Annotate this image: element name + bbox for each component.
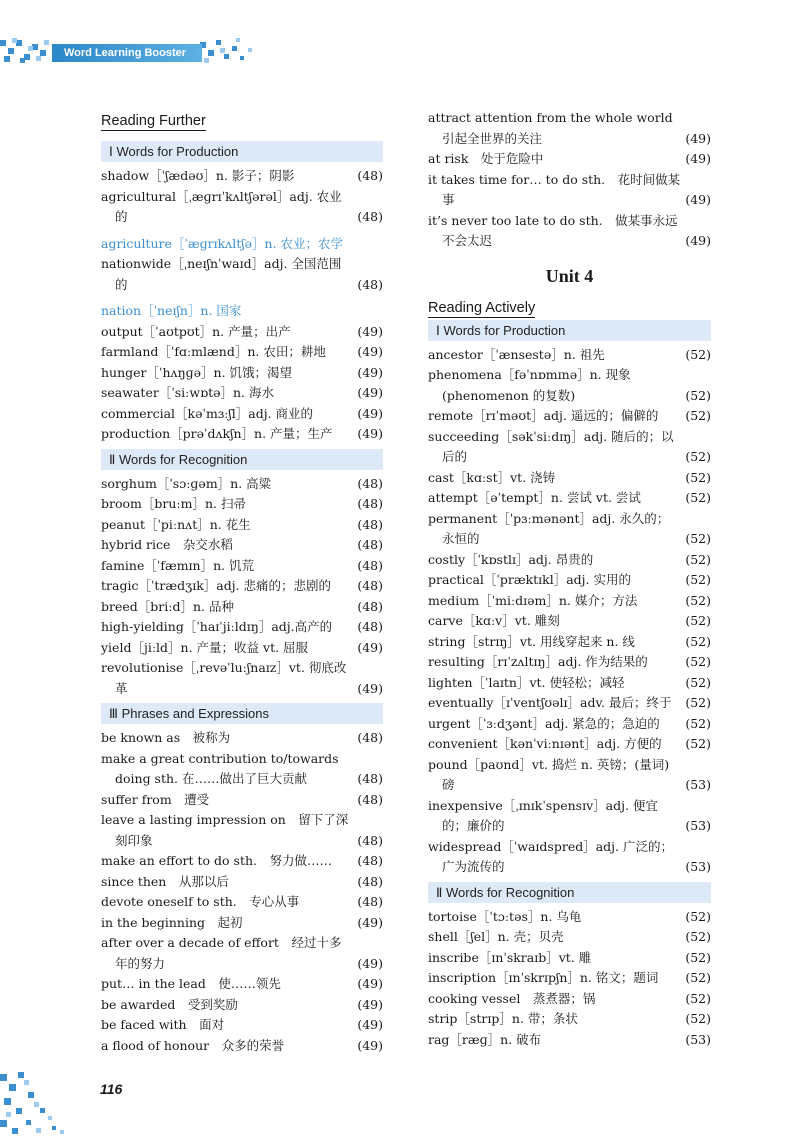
page-number: 116 — [100, 1081, 123, 1097]
entry-text: broom［bruːm］n. 扫帚 — [101, 496, 246, 511]
entry-text: nationwide［ˌneɪʃnˈwaɪd］adj. 全国范围的 — [101, 256, 342, 292]
entry-text: put… in the lead 使……领先 — [101, 976, 281, 991]
entry-text: resulting［rɪˈzʌltɪŋ］adj. 作为结果的 — [428, 654, 648, 669]
entry-page-ref: (53) — [685, 777, 711, 792]
footer-mosaic-decoration — [0, 1068, 90, 1138]
entry-text: tragic［ˈtrædʒɪk］adj. 悲痛的；悲剧的 — [101, 578, 332, 593]
entry-text: commercial［kəˈmɜːʃl］adj. 商业的 — [101, 405, 314, 421]
entry-text: breed［briːd］n. 品种 — [101, 598, 234, 614]
entry-page-ref: (52) — [685, 674, 711, 690]
entry-page-ref: (52) — [685, 1011, 711, 1026]
entry-text: leave a lasting impression on 留下了深刻印象 — [101, 812, 349, 848]
vocab-entry — [428, 211, 711, 252]
entry-page-ref: (49) — [357, 426, 383, 441]
entry-page-ref: (52) — [685, 346, 711, 362]
entry-page-ref: (52) — [685, 490, 711, 505]
entry-text: be awarded 受到奖励 — [101, 996, 238, 1012]
entry-text: after over a decade of effort 经过十多年的努力 — [101, 935, 342, 971]
entry-page-ref: (49) — [357, 344, 383, 359]
entry-text: revolutionise［ˌrevəˈluːʃnaɪz］vt. 彻底改革 — [101, 660, 347, 696]
vocab-entry — [428, 989, 711, 1010]
entry-text: permanent［ˈpɜːmənənt］adj. 永久的；永恒的 — [428, 510, 670, 546]
entry-text: costly［ˈkɒstlɪ］adj. 昂贵的 — [428, 551, 594, 567]
entry-text: famine［ˈfæmɪn］n. 饥荒 — [101, 557, 255, 573]
entry-text: in the beginning 起初 — [101, 914, 243, 930]
vocab-entry — [101, 658, 383, 699]
vocab-entry — [101, 576, 383, 597]
entry-page-ref: (52) — [685, 572, 711, 587]
vocab-entry — [101, 424, 383, 445]
section-bar: Ⅲ Phrases and Expressions — [101, 703, 383, 724]
vocab-entry — [428, 591, 711, 612]
entry-page-ref: (48) — [357, 832, 383, 848]
entry-text: agriculture［ˈæɡrɪkʌltʃə］n. 农业；农学 — [101, 235, 344, 251]
entry-page-ref: (52) — [685, 990, 711, 1006]
vocab-entry — [101, 383, 383, 404]
vocab-entry — [101, 1036, 383, 1057]
entry-text: high-yielding［ˈhaɪˈjiːldɪŋ］adj.高产的 — [101, 619, 333, 634]
entry-text: succeeding［səkˈsiːdɪŋ］adj. 随后的；以后的 — [428, 428, 674, 464]
vocab-entry — [428, 365, 711, 406]
section-bar: Ⅰ Words for Production — [428, 320, 711, 341]
entry-text: pound［paʊnd］vt. 捣烂 n. 英镑；(量词)磅 — [428, 756, 670, 792]
entry-text: a flood of honour 众多的荣誉 — [101, 1037, 285, 1053]
entry-page-ref: (49) — [357, 680, 383, 696]
entry-page-ref: (52) — [685, 592, 711, 608]
entry-text: make a great contribution to/towards doing sth. 在……做出了巨大贡献 — [101, 750, 339, 786]
entry-page-ref: (48) — [357, 730, 383, 745]
entry-page-ref: (48) — [357, 791, 383, 807]
entry-page-ref: (48) — [357, 853, 383, 868]
vocab-entry — [428, 796, 711, 837]
entry-text: nation［ˈneɪʃn］n. 国家 — [101, 303, 242, 318]
vocab-entry — [101, 1015, 383, 1036]
vocab-entry — [101, 301, 383, 322]
entry-text: yield［jiːld］n. 产量；收益 vt. 屈服 — [101, 639, 309, 655]
vocab-entry — [101, 535, 383, 556]
vocab-entry — [101, 342, 383, 363]
entry-text: make an effort to do sth. 努力做…… — [101, 853, 332, 868]
entry-page-ref: (49) — [357, 364, 383, 380]
section-bar: Ⅰ Words for Production — [101, 141, 383, 162]
entry-page-ref: (52) — [685, 469, 711, 485]
vocab-entry — [101, 617, 383, 638]
entry-page-ref: (49) — [357, 1037, 383, 1053]
vocab-entry — [101, 556, 383, 577]
entry-page-ref: (52) — [685, 654, 711, 669]
entry-text: output［ˈaʊtpʊt］n. 产量；出产 — [101, 323, 291, 339]
entry-text: sorghum［ˈsɔːɡəm］n. 高粱 — [101, 475, 272, 491]
vocab-entry — [428, 632, 711, 653]
entry-page-ref: (52) — [685, 695, 711, 710]
vocab-entry — [428, 570, 711, 591]
entry-page-ref: (48) — [357, 873, 383, 889]
entry-text: be known as 被称为 — [101, 730, 231, 745]
entry-text: ancestor［ˈænsestə］n. 祖先 — [428, 346, 605, 362]
entry-text: practical［ˈpræktɪkl］adj. 实用的 — [428, 572, 632, 587]
entry-text: production［prəˈdʌkʃn］n. 产量；生产 — [101, 426, 333, 441]
left-column — [101, 108, 383, 1056]
entry-page-ref: (48) — [357, 209, 383, 224]
vocab-entry — [101, 515, 383, 536]
entry-page-ref: (53) — [685, 859, 711, 874]
vocab-entry — [428, 968, 711, 989]
entry-page-ref: (52) — [685, 551, 711, 567]
entry-text: inexpensive［ˌɪnɪkˈspensɪv］adj. 便宜的；廉价的 — [428, 797, 658, 833]
entry-page-ref: (52) — [685, 387, 711, 403]
entry-page-ref: (48) — [357, 516, 383, 532]
entry-text: cooking vessel 蒸煮器；锅 — [428, 990, 596, 1006]
entry-text: be faced with 面对 — [101, 1017, 225, 1032]
vocab-entry — [101, 363, 383, 384]
entry-page-ref: (49) — [685, 233, 711, 248]
section-bar: Ⅱ Words for Recognition — [101, 449, 383, 470]
entry-page-ref: (52) — [685, 949, 711, 965]
vocab-entry — [101, 790, 383, 811]
entry-text: hunger［ˈhʌŋɡə］n. 饥饿；渴望 — [101, 364, 293, 380]
vocab-entry — [428, 149, 711, 170]
entry-page-ref: (48) — [357, 557, 383, 573]
vocab-entry — [428, 345, 711, 366]
vocab-entry — [101, 166, 383, 187]
vocab-entry — [428, 108, 711, 149]
entry-page-ref: (49) — [357, 385, 383, 400]
vocab-entry — [428, 927, 711, 948]
entry-page-ref: (49) — [357, 1017, 383, 1032]
entry-page-ref: (49) — [685, 192, 711, 207]
entry-text: farmland［ˈfɑːmlænd］n. 农田；耕地 — [101, 344, 326, 359]
vocab-entry — [428, 837, 711, 878]
vocab-entry — [101, 810, 383, 851]
vocab-entry — [428, 427, 711, 468]
entry-page-ref: (52) — [685, 970, 711, 985]
entry-text: eventually［ɪˈventʃʊəlɪ］adv. 最后；终于 — [428, 695, 672, 710]
entry-page-ref: (49) — [357, 639, 383, 655]
vocab-entry — [101, 404, 383, 425]
entry-page-ref: (49) — [685, 151, 711, 166]
vocab-entry — [428, 734, 711, 755]
entry-text: devote oneself to sth. 专心从事 — [101, 894, 300, 909]
entry-text: carve［kɑːv］vt. 雕刻 — [428, 613, 560, 628]
entry-text: inscribe［ɪnˈskraɪb］vt. 雕 — [428, 949, 592, 965]
unit-title: Unit 4 — [545, 265, 594, 286]
vocab-entry — [428, 948, 711, 969]
entry-text: hybrid rice 杂交水稻 — [101, 537, 233, 552]
vocab-entry — [428, 488, 711, 509]
entry-page-ref: (52) — [685, 929, 711, 944]
vocab-entry — [428, 673, 711, 694]
entry-page-ref: (52) — [685, 908, 711, 924]
entry-page-ref: (52) — [685, 531, 711, 546]
vocab-entry — [428, 406, 711, 427]
entry-page-ref: (48) — [357, 168, 383, 183]
vocab-entry — [101, 892, 383, 913]
entry-page-ref: (48) — [357, 578, 383, 593]
page-header — [0, 0, 800, 80]
entry-page-ref: (49) — [357, 955, 383, 971]
vocab-entry — [101, 254, 383, 295]
entry-text: since then 从那以后 — [101, 873, 229, 889]
entry-text: medium［ˈmiːdɪəm］n. 媒介；方法 — [428, 592, 638, 608]
entry-page-ref: (49) — [357, 996, 383, 1012]
vocab-entry — [428, 755, 711, 796]
entry-text: widespread［ˈwaɪdspred］adj. 广泛的；广为流传的 — [428, 838, 673, 874]
vocab-entry — [101, 933, 383, 974]
entry-page-ref: (52) — [685, 449, 711, 464]
entry-page-ref: (52) — [685, 408, 711, 423]
entry-text: shell［ʃel］n. 壳；贝壳 — [428, 929, 564, 944]
vocab-entry — [101, 638, 383, 659]
vocab-entry — [101, 728, 383, 749]
entry-page-ref: (49) — [357, 976, 383, 991]
entry-page-ref: (48) — [357, 619, 383, 634]
entry-page-ref: (49) — [357, 405, 383, 421]
entry-page-ref: (52) — [685, 715, 711, 731]
entry-text: attempt［əˈtempt］n. 尝试 vt. 尝试 — [428, 490, 641, 505]
entry-text: rag［ræɡ］n. 破布 — [428, 1031, 542, 1047]
entry-text: convenient［kənˈviːnɪənt］adj. 方便的 — [428, 736, 662, 751]
entry-page-ref: (49) — [685, 130, 711, 146]
vocab-entry — [428, 714, 711, 735]
vocab-entry — [428, 611, 711, 632]
vocab-entry — [428, 170, 711, 211]
entry-page-ref: (48) — [357, 475, 383, 491]
entry-text: string［strɪŋ］vt. 用线穿起来 n. 线 — [428, 633, 635, 649]
vocab-entry — [428, 652, 711, 673]
entry-text: agricultural［ˌæɡrɪˈkʌltʃərəl］adj. 农业的 — [101, 188, 342, 224]
vocab-entry — [428, 693, 711, 714]
entry-page-ref: (49) — [357, 323, 383, 339]
section-heading: Reading Further — [101, 113, 206, 129]
vocab-entry — [101, 749, 383, 790]
section-heading: Reading Actively — [428, 299, 536, 316]
entry-text: cast［kɑːst］vt. 浇铸 — [428, 469, 556, 485]
entry-text: attract attention from the whole world 引起全世界的关注 — [428, 110, 686, 146]
entry-text: lighten［ˈlaɪtn］vt. 使轻松；减轻 — [428, 674, 625, 690]
entry-text: at risk 处于危险中 — [428, 151, 544, 166]
vocab-entry — [101, 597, 383, 618]
vocab-entry — [101, 995, 383, 1016]
vocab-entry — [101, 187, 383, 228]
entry-page-ref: (49) — [357, 914, 383, 930]
vocab-entry — [428, 1009, 711, 1030]
vocab-entry — [428, 550, 711, 571]
entry-text: shadow［ˈʃædəʊ］n. 影子；阴影 — [101, 168, 295, 183]
entry-page-ref: (48) — [357, 537, 383, 552]
vocab-entry — [101, 872, 383, 893]
entry-text: it takes time for… to do sth. 花时间做某事 — [428, 171, 681, 207]
entry-text: urgent［ˈɜːdʒənt］adj. 紧急的；急迫的 — [428, 715, 660, 731]
vocab-entry — [428, 468, 711, 489]
entry-page-ref: (52) — [685, 736, 711, 751]
right-column — [428, 108, 711, 1050]
entry-page-ref: (53) — [685, 818, 711, 833]
entry-page-ref: (48) — [357, 894, 383, 909]
entry-text: strip［strɪp］n. 带；条状 — [428, 1011, 578, 1026]
entry-text: tortoise［ˈtɔːtəs］n. 乌龟 — [428, 908, 582, 924]
vocab-entry — [101, 474, 383, 495]
section-bar: Ⅱ Words for Recognition — [428, 882, 711, 903]
entry-page-ref: (48) — [357, 276, 383, 292]
entry-page-ref: (48) — [357, 496, 383, 511]
entry-page-ref: (48) — [357, 598, 383, 614]
entry-page-ref: (52) — [685, 613, 711, 628]
vocab-entry — [428, 1030, 711, 1051]
header-banner: Word Learning Booster — [52, 44, 202, 62]
entry-page-ref: (53) — [685, 1031, 711, 1047]
vocab-entry — [101, 322, 383, 343]
vocab-entry — [101, 494, 383, 515]
vocab-entry — [101, 913, 383, 934]
entry-text: inscription［ɪnˈskrɪpʃn］n. 铭文；题词 — [428, 970, 659, 985]
entry-page-ref: (52) — [685, 633, 711, 649]
vocab-entry — [101, 974, 383, 995]
entry-page-ref: (48) — [357, 771, 383, 786]
entry-text: phenomena［fəˈnɒmɪnə］n. 现象 (phenomenon 的复数) — [428, 367, 631, 403]
entry-text: seawater［ˈsiːwɒtə］n. 海水 — [101, 385, 274, 400]
entry-text: suffer from 遭受 — [101, 791, 210, 807]
entry-text: remote［rɪˈməʊt］adj. 遥远的；偏僻的 — [428, 408, 659, 423]
vocab-entry — [428, 509, 711, 550]
vocab-entry — [428, 907, 711, 928]
vocab-entry — [101, 851, 383, 872]
entry-text: peanut［ˈpiːnʌt］n. 花生 — [101, 516, 251, 532]
vocab-entry — [101, 234, 383, 255]
entry-text: it’s never too late to do sth. 做某事永远不会太迟 — [428, 212, 678, 248]
